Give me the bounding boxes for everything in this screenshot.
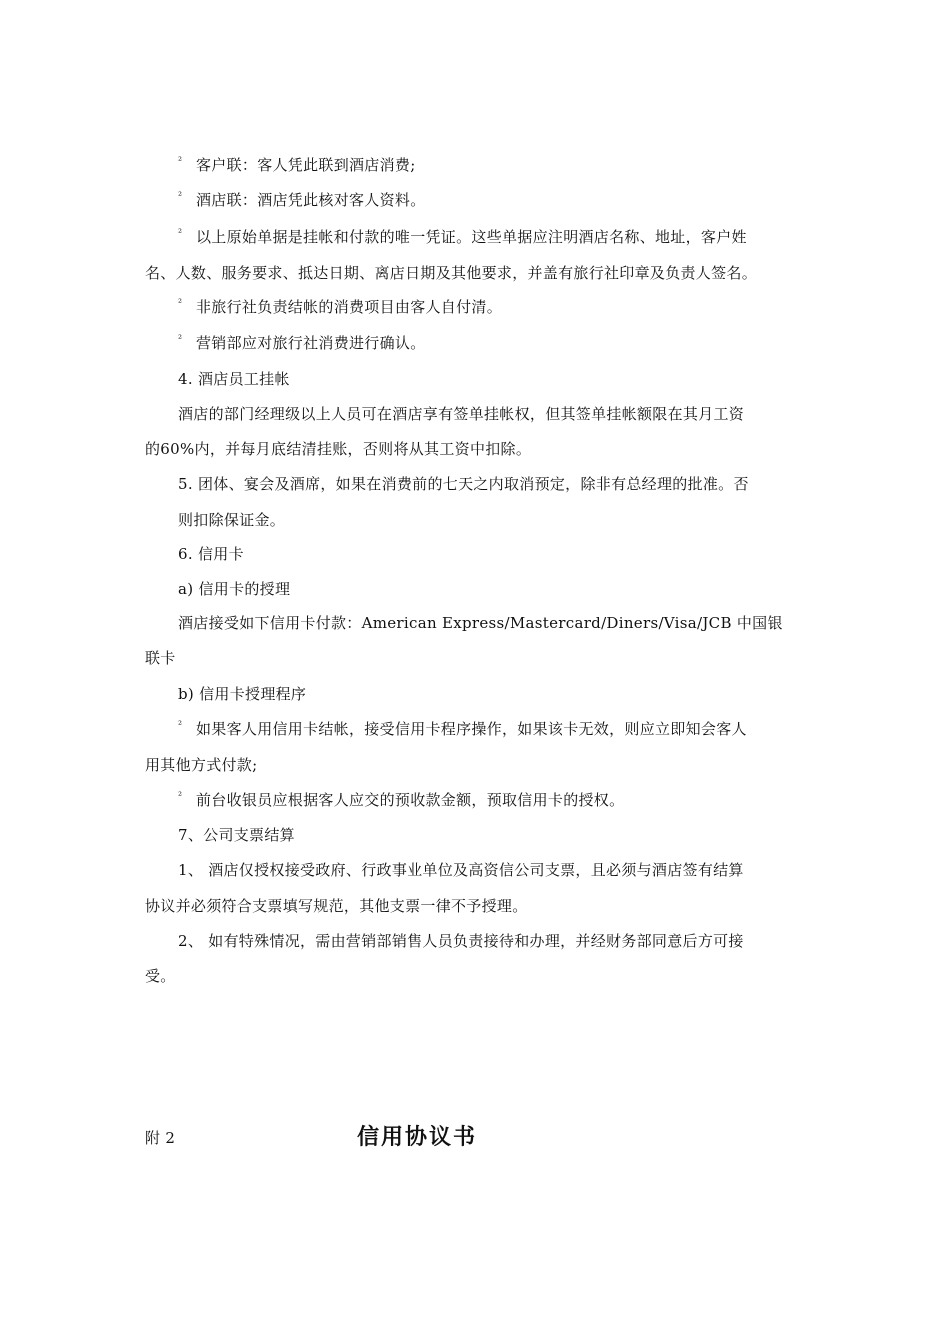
paragraph-line: 名、人数、服务要求、抵达日期、离店日期及其他要求，并盖有旅行社印章及负责人签名。 [145, 264, 758, 282]
bullet-mark: ² [178, 720, 183, 731]
bullet-line-card-invalid [178, 719, 747, 739]
paragraph-line: 协议并必须符合支票填写规范，其他支票一律不予授理。 [145, 897, 528, 915]
section-heading-cancellation: 5. 团体、宴会及酒席，如果在消费前的七天之内取消预定，除非有总经理的批准。否 [178, 475, 749, 493]
bullet-mark: ² [178, 191, 183, 202]
section-heading-company-cheque: 7、公司支票结算 [178, 826, 295, 844]
paragraph-line: 受。 [145, 967, 176, 985]
bullet-mark: ² [178, 791, 183, 802]
line-text: 酒店联：酒店凭此核对客人资料。 [196, 191, 426, 209]
bullet-mark: ² [178, 156, 183, 167]
appendix-label: 附 2 [145, 1129, 176, 1147]
bullet-mark: ² [178, 298, 183, 309]
paragraph-line: 1、 酒店仅授权接受政府、行政事业单位及高资信公司支票，且必须与酒店签有结算 [178, 861, 744, 879]
bullet-line-customer-copy [178, 155, 416, 175]
paragraph-line: 的60%内，并每月底结清挂账，否则将从其工资中扣除。 [145, 440, 532, 458]
line-text: 前台收银员应根据客人应交的预收款金额，预取信用卡的授权。 [196, 791, 625, 809]
appendix-title: 信用协议书 [357, 1125, 478, 1150]
line-text: 客户联：客人凭此联到酒店消费; [196, 156, 416, 174]
section-heading-staff-credit: 4. 酒店员工挂帐 [178, 370, 290, 388]
bullet-line-preauth [178, 790, 624, 810]
bullet-mark: ² [178, 334, 183, 345]
bullet-line-self-pay [178, 297, 502, 317]
bullet-line-original-docs [178, 227, 747, 247]
paragraph-line: 则扣除保证金。 [178, 511, 286, 529]
paragraph-line: 酒店的部门经理级以上人员可在酒店享有签单挂帐权，但其签单挂帐额限在其月工资 [178, 405, 745, 423]
line-text: 非旅行社负责结帐的消费项目由客人自付清。 [196, 298, 503, 316]
paragraph-line: 联卡 [145, 649, 176, 667]
bullet-line-confirm [178, 333, 426, 353]
line-text: 以上原始单据是挂帐和付款的唯一凭证。这些单据应注明酒店名称、地址，客户姓 [196, 228, 747, 246]
subsection-heading-card-procedure: b) 信用卡授理程序 [178, 685, 307, 703]
paragraph-line: 酒店接受如下信用卡付款：American Express/Mastercard/Diners/Visa/JCB 中国银 [178, 614, 783, 632]
bullet-line-hotel-copy [178, 190, 426, 210]
bullet-mark: ² [178, 228, 183, 239]
paragraph-line: 2、 如有特殊情况，需由营销部销售人员负责接待和办理，并经财务部同意后方可接 [178, 932, 744, 950]
line-text: 营销部应对旅行社消费进行确认。 [196, 334, 426, 352]
section-heading-credit-card: 6. 信用卡 [178, 545, 244, 563]
subsection-heading-card-acceptance: a) 信用卡的授理 [178, 580, 291, 598]
paragraph-line: 用其他方式付款; [145, 756, 258, 774]
line-text: 如果客人用信用卡结帐，接受信用卡程序操作，如果该卡无效，则应立即知会客人 [196, 720, 747, 738]
